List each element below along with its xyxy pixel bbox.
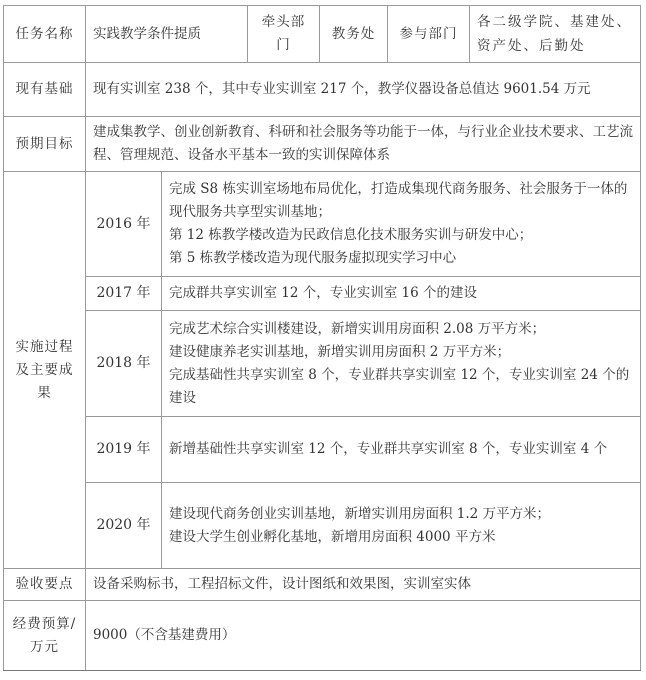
process-label: 实施过程及主要成果 [4,172,86,569]
year-line: 新增基础性共享实训室 12 个，专业群共享实训室 8 个，专业实训室 4 个 [169,441,608,457]
participants-label: 参与部门 [388,6,470,63]
basis-label: 现有基础 [4,63,86,117]
year-row-2018 [4,311,641,417]
year-line: 完成基础性共享实训室 8 个，专业群共享实训室 12 个，专业实训室 24 个的建设 [169,366,630,406]
header-row [4,6,641,63]
year-line: 完成艺术综合实训楼建设，新增实训用房面积 2.08 万平方米； [169,320,546,337]
year-content [162,172,641,277]
year-line: 建设大学生创业孵化基地，新增用房面积 4000 平方米 [169,528,496,545]
budget-row [4,601,641,671]
year-row-2020 [4,483,641,569]
year-label: 2018 年 [86,311,162,417]
goal-text: 建成集教学、创业创新教育、科研和社会服务等功能于一体，与行业企业技术要求、工艺流程、管理规范、设备水平基本一致的实训保障体系 [86,117,641,172]
year-label: 2017 年 [86,277,162,311]
year-line: 建设健康养老实训基地，新增实训用房面积 2 万平方米； [169,343,511,360]
task-name-value: 实践教学条件提质 [86,6,248,63]
budget-text: 9000（不含基建费用） [86,601,641,671]
year-label: 2016 年 [86,172,162,277]
acceptance-row [4,569,641,601]
year-label: 2019 年 [86,417,162,483]
year-content [162,277,641,311]
basis-row [4,63,641,117]
year-line: 建设现代商务创业实训基地，新增实训用房面积 1.2 万平方米； [169,505,551,522]
participants-value: 各二级学院、基建处、资产处、后勤处 [470,6,641,63]
year-line: 完成群共享实训室 12 个，专业实训室 16 个的建设 [169,285,478,301]
year-line: 完成 S8 栋实训室场地布局优化，打造成集现代商务服务、社会服务于一体的现代服务共享型实训基地； [169,181,628,220]
year-line: 第 12 栋教学楼改造为民政信息化技术服务实训与研发中心； [169,227,533,243]
task-name-label: 任务名称 [4,6,86,63]
acceptance-text: 设备采购标书，工程招标文件，设计图纸和效果图，实训室实体 [86,569,641,601]
lead-dept-value: 教务处 [320,6,388,63]
year-content [162,483,641,569]
basis-text: 现有实训室 238 个，其中专业实训室 217 个，教学仪器设备总值达 9601.54 万元 [86,63,641,117]
year-content [162,417,641,483]
year-row-2016 [4,172,641,277]
year-row-2019 [4,417,641,483]
budget-label: 经费预算/万元 [4,601,86,671]
year-content [162,311,641,417]
year-row-2017 [4,277,641,311]
goal-row [4,117,641,172]
task-table [3,5,641,671]
year-label: 2020 年 [86,483,162,569]
year-line: 第 5 栋教学楼改造为现代服务虚拟现实学习中心 [169,250,457,266]
lead-dept-label: 牵头部门 [248,6,320,63]
acceptance-label: 验收要点 [4,569,86,601]
goal-label: 预期目标 [4,117,86,172]
